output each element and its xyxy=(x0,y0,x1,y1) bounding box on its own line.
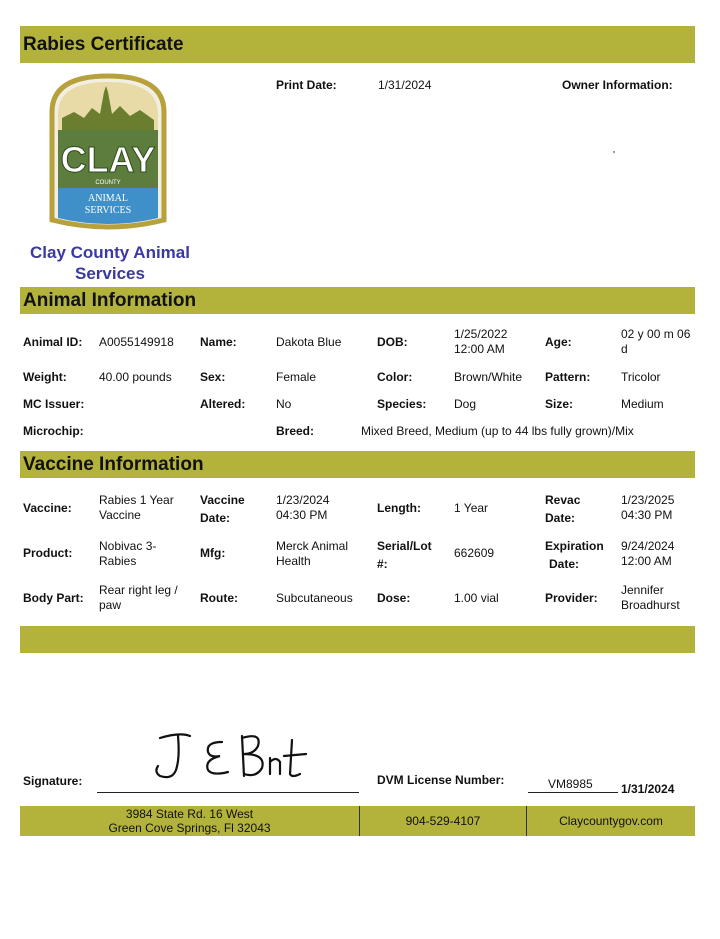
body-part-label: Body Part: xyxy=(23,591,84,605)
vaccine-label: Vaccine: xyxy=(23,501,72,515)
serial-label-1: Serial/Lot xyxy=(377,539,432,553)
vaccine-date-label xyxy=(200,491,245,527)
vaccine-time: 04:30 PM xyxy=(276,508,328,522)
dob-date: 1/25/2022 xyxy=(454,327,508,341)
age-line-2: d xyxy=(621,342,628,356)
sex-value: Female xyxy=(276,370,317,384)
dose-value: 1.00 vial xyxy=(454,591,499,605)
dob-value xyxy=(454,327,507,357)
animal-id-value: A0055149918 xyxy=(99,335,174,349)
serial-lot-label xyxy=(377,537,432,573)
revac-label-1: Revac xyxy=(545,493,581,507)
length-value: 1 Year xyxy=(454,501,489,515)
vaccine-date-label-2: Date: xyxy=(200,511,231,525)
animal-id-label: Animal ID: xyxy=(23,335,83,349)
footer-address xyxy=(20,806,359,836)
dob-time: 12:00 AM xyxy=(454,342,505,356)
product-label: Product: xyxy=(23,546,73,560)
print-date-value: 1/31/2024 xyxy=(378,78,432,92)
signature-label: Signature: xyxy=(23,774,83,788)
organization-name: Clay County Animal Services xyxy=(30,243,190,283)
owner-information-mark: ' xyxy=(613,150,615,161)
title-bar xyxy=(20,26,695,63)
revac-date-label xyxy=(545,491,580,527)
product-line-1: Nobivac 3- xyxy=(99,539,157,553)
signature-line xyxy=(97,792,359,793)
pattern-label: Pattern: xyxy=(545,370,591,384)
expiration-label-1: Expiration xyxy=(545,539,604,553)
dvm-license-number: VM8985 xyxy=(548,777,593,791)
revac-label-2: Date: xyxy=(545,511,576,525)
vaccine-line-2: Vaccine xyxy=(99,508,141,522)
altered-value: No xyxy=(276,397,292,411)
clay-county-logo xyxy=(44,72,172,236)
name-label: Name: xyxy=(200,335,237,349)
color-value: Brown/White xyxy=(454,370,523,384)
logo-county-word: COUNTY xyxy=(95,180,121,186)
weight-value: 40.00 pounds xyxy=(99,370,172,384)
dvm-license-line xyxy=(528,792,618,793)
color-label: Color: xyxy=(377,370,413,384)
size-label: Size: xyxy=(545,397,574,411)
vaccine-date-label-1: Vaccine xyxy=(200,493,245,507)
dose-label: Dose: xyxy=(377,591,411,605)
expiration-date-label xyxy=(545,537,604,573)
vaccine-date: 1/23/2024 xyxy=(276,493,330,507)
product-line-2: Rabies xyxy=(99,554,137,568)
weight-label: Weight: xyxy=(23,370,67,384)
body-part-line-2: paw xyxy=(99,598,122,612)
dob-label: DOB: xyxy=(377,335,408,349)
vaccine-value xyxy=(99,493,174,523)
vaccine-section-bar xyxy=(20,451,695,478)
provider-label: Provider: xyxy=(545,591,598,605)
route-value: Subcutaneous xyxy=(276,591,353,605)
vaccine-line-1: Rabies 1 Year xyxy=(99,493,174,507)
print-date-label: Print Date: xyxy=(276,78,337,92)
mfg-label: Mfg: xyxy=(200,546,226,560)
serial-label-2: #: xyxy=(377,557,388,571)
altered-label: Altered: xyxy=(200,397,246,411)
dvm-license-label: DVM License Number: xyxy=(377,773,505,787)
species-label: Species: xyxy=(377,397,427,411)
address-line-1: 3984 State Rd. 16 West xyxy=(125,807,254,821)
mc-issuer-label: MC Issuer: xyxy=(23,397,85,411)
age-value xyxy=(621,327,690,357)
expiration-label-2: Date: xyxy=(549,557,580,571)
animal-section-bar xyxy=(20,287,695,314)
signature-date: 1/31/2024 xyxy=(621,782,675,796)
provider-value xyxy=(621,583,680,613)
breed-label: Breed: xyxy=(276,424,315,438)
provider-line-2: Broadhurst xyxy=(621,598,680,612)
sex-label: Sex: xyxy=(200,370,226,384)
vaccine-date-value xyxy=(276,493,329,523)
microchip-label: Microchip: xyxy=(23,424,84,438)
owner-information-label: Owner Information: xyxy=(562,78,673,92)
age-line-1: 02 y 00 m 06 xyxy=(621,327,691,341)
logo-services-word: SERVICES xyxy=(84,205,132,216)
revac-time: 04:30 PM xyxy=(621,508,673,522)
footer-phone: 904-529-4107 xyxy=(405,814,481,828)
divider-band xyxy=(20,626,695,653)
logo-animal-word: ANIMAL xyxy=(88,193,128,204)
expiration-date: 9/24/2024 xyxy=(621,539,675,553)
name-value: Dakota Blue xyxy=(276,335,342,349)
mfg-value xyxy=(276,539,348,569)
body-part-line-1: Rear right leg / xyxy=(99,583,178,597)
animal-section-title: Animal Information xyxy=(23,289,197,311)
footer-website[interactable]: Claycountygov.com xyxy=(559,814,663,828)
size-value: Medium xyxy=(621,397,664,411)
revac-date-value xyxy=(621,493,674,523)
product-value xyxy=(99,539,156,569)
route-label: Route: xyxy=(200,591,238,605)
serial-lot-value: 662609 xyxy=(454,546,495,560)
age-label: Age: xyxy=(545,335,572,349)
mfg-line-1: Merck Animal xyxy=(276,539,349,553)
species-value: Dog xyxy=(454,397,477,411)
expiration-time: 12:00 AM xyxy=(621,554,672,568)
mfg-line-2: Health xyxy=(276,554,311,568)
address-line-2: Green Cove Springs, Fl 32043 xyxy=(108,821,271,835)
provider-line-1: Jennifer xyxy=(621,583,664,597)
expiration-date-value xyxy=(621,539,674,569)
vaccine-section-title: Vaccine Information xyxy=(23,453,204,475)
page-title: Rabies Certificate xyxy=(23,33,184,55)
length-label: Length: xyxy=(377,501,421,515)
body-part-value xyxy=(99,583,178,613)
signature-image xyxy=(150,728,320,786)
revac-date: 1/23/2025 xyxy=(621,493,675,507)
logo-clay-word: CLAY xyxy=(60,139,156,180)
pattern-value: Tricolor xyxy=(621,370,661,384)
breed-value: Mixed Breed, Medium (up to 44 lbs fully grown)/Mix xyxy=(361,424,634,438)
